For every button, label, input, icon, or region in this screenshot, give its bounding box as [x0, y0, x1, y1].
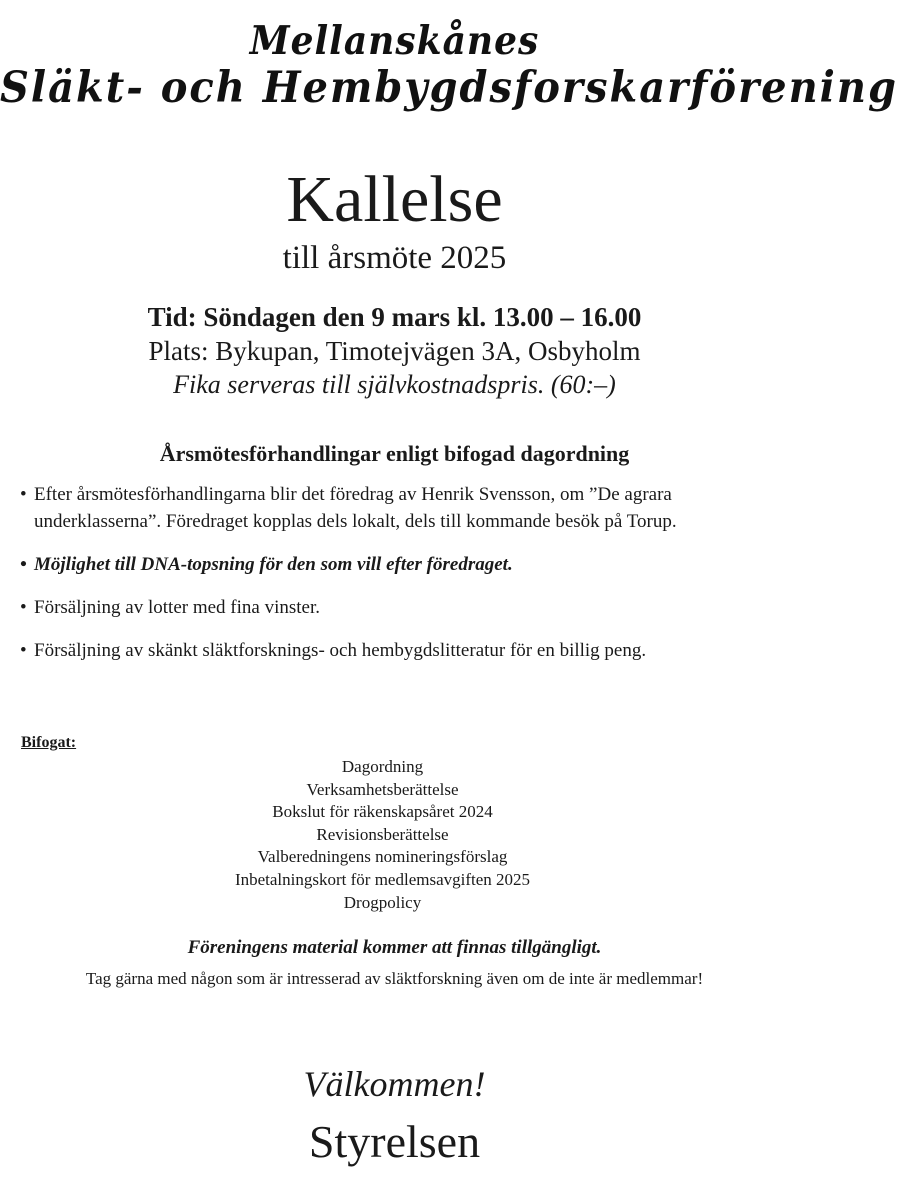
meeting-time: Tid: Söndagen den 9 mars kl. 13.00 – 16.00 — [147, 302, 642, 332]
fika-note: Fika serveras till självkostnadspris. (60:–) — [173, 370, 616, 399]
attachment-item: Dagordning — [341, 757, 424, 776]
invite-others-note: Tag gärna med någon som är intresserad av släktforskning även om de inte är medlemmar! — [85, 969, 704, 988]
signature: Styrelsen — [308, 1116, 481, 1167]
attachments-list — [0, 756, 765, 914]
material-note: Föreningens material kommer att finnas tillgängligt. — [187, 937, 602, 958]
document-title: Kallelse — [286, 163, 503, 236]
attachment-item: Inbetalningskort för medlemsavgiften 2025 — [234, 869, 531, 889]
welcome-text: Välkommen! — [303, 1064, 486, 1104]
attachment-item: Valberedningens nomineringsförslag — [257, 847, 508, 867]
org-name-line2: Släkt- och Hembygdsforskarförening — [0, 62, 898, 113]
attachments-label: Bifogat: — [21, 734, 77, 751]
attachment-item: Drogpolicy — [343, 892, 422, 912]
agenda-heading: Årsmötesförhandlingar enligt bifogad dagordning — [159, 441, 630, 466]
attachment-item: Bokslut för räkenskapsåret 2024 — [272, 802, 493, 822]
agenda-bullet-list — [20, 481, 760, 664]
document-subtitle: till årsmöte 2025 — [282, 240, 507, 276]
bullet-item-dna: • Möjlighet till DNA-topsning för den som vill efter föredraget. — [20, 551, 760, 578]
org-name-line1: Mellanskånes — [249, 18, 540, 64]
attachment-item: Revisionsberättelse — [316, 824, 449, 844]
meeting-place: Plats: Bykupan, Timotejvägen 3A, Osbyholm — [148, 336, 641, 366]
attachment-item: Verksamhetsberättelse — [306, 779, 459, 799]
bullet-item-lottery: • Försäljning av lotter med fina vinster. — [20, 594, 760, 621]
bullet-item-lecture: • Efter årsmötesförhandlingarna blir det föredrag av Henrik Svensson, om ”De agrara underklasserna”. Föredraget kopplas dels lokalt, dels till kommande besök på Torup. — [20, 481, 760, 535]
bullet-item-book-sale: • Försäljning av skänkt släktforsknings- och hembygdslitteratur för en billig peng. — [20, 637, 760, 664]
